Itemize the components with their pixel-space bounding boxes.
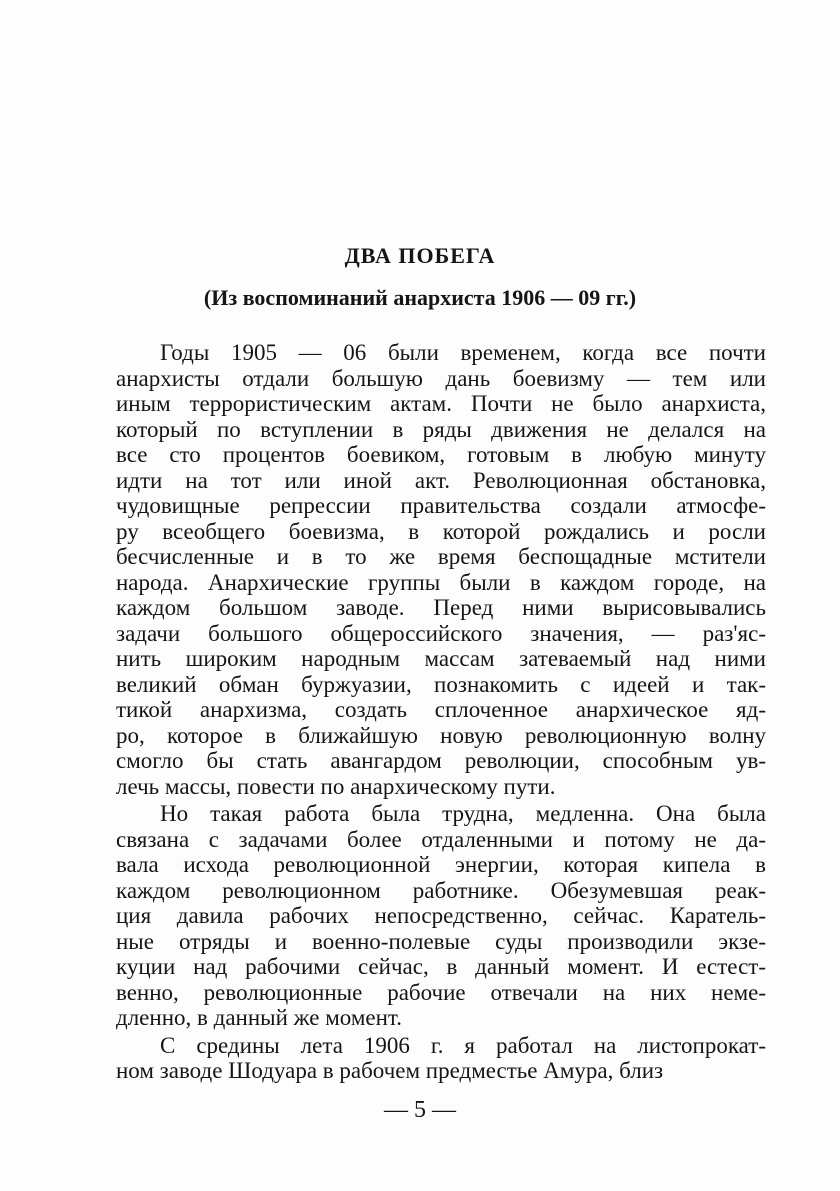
text-line: Годы 1905 — 06 были временем, когда все почти bbox=[160, 340, 766, 365]
text-line: чудовищные репрессии правительства создали атмосфе- bbox=[116, 493, 766, 518]
text-line: бесчисленные и в то же время беспощадные мстители bbox=[116, 544, 766, 569]
text-line: задачи большого общероссийского значения, — раз'яс- bbox=[116, 620, 766, 646]
paragraph bbox=[116, 340, 766, 799]
text-line: куции над рабочими сейчас, в данный момент. И естест- bbox=[116, 954, 766, 979]
text-line: нить широким народным массам затеваемый над ними bbox=[116, 646, 766, 671]
text-line: ция давила рабочих непосредственно, сейчас. Каратель- bbox=[116, 903, 766, 928]
text-line: дленно, в данный же момент. bbox=[116, 1005, 402, 1030]
text-line: вала исхода революционной энергии, которая кипела в bbox=[116, 852, 766, 877]
text-line: каждом большом заводе. Перед ними вырисовывались bbox=[116, 595, 766, 620]
text-line: ро, которое в ближайшую новую революционную волну bbox=[116, 722, 766, 748]
text-line: смогло бы стать авангардом революции, способным ув- bbox=[116, 748, 766, 773]
text-line: С средины лета 1906 г. я работал на листопрокат- bbox=[160, 1032, 766, 1058]
paragraph bbox=[116, 1033, 766, 1084]
text-line: все сто процентов боевиком, готовым в любую минуту bbox=[116, 442, 766, 467]
text-line: ру всеобщего боевизма, в которой рождались и росли bbox=[116, 518, 766, 544]
text-line: Но такая работа была трудна, медленна. Она была bbox=[160, 801, 766, 826]
chapter-title: ДВА ПОБЕГА bbox=[344, 243, 496, 268]
body-text bbox=[116, 340, 766, 1086]
text-line: лечь массы, повести по анархическому пути. bbox=[116, 773, 556, 799]
text-line: великий обман буржуазии, познакомить с идеей и так- bbox=[116, 671, 766, 697]
text-line: который по вступлении в ряды движения не делался на bbox=[116, 416, 766, 442]
page-number: — 5 — bbox=[384, 1097, 456, 1123]
text-line: связана с задачами более отдаленными и потому не да- bbox=[116, 826, 766, 852]
text-line: анархисты отдали большую дань боевизму — тем или bbox=[116, 365, 766, 391]
text-line: идти на тот или иной акт. Революционная обстановка, bbox=[116, 467, 766, 493]
paragraph bbox=[116, 801, 766, 1031]
text-line: каждом революционном работнике. Обезумевшая реак- bbox=[116, 877, 766, 903]
text-line: тикой анархизма, создать сплоченное анархическое яд- bbox=[116, 697, 766, 722]
text-line: народа. Анархические группы были в каждом городе, на bbox=[116, 569, 766, 595]
text-line: ные отряды и военно-полевые суды производили экзе- bbox=[116, 928, 766, 954]
text-line: ном заводе Шодуара в рабочем предместье Амура, близ bbox=[116, 1058, 664, 1083]
text-line: иным террористическим актам. Почти не было анархиста, bbox=[116, 391, 766, 416]
chapter-subtitle: (Из воспоминаний анархиста 1906 — 09 гг.) bbox=[203, 285, 637, 310]
text-line: венно, революционные рабочие отвечали на них неме- bbox=[116, 979, 766, 1005]
